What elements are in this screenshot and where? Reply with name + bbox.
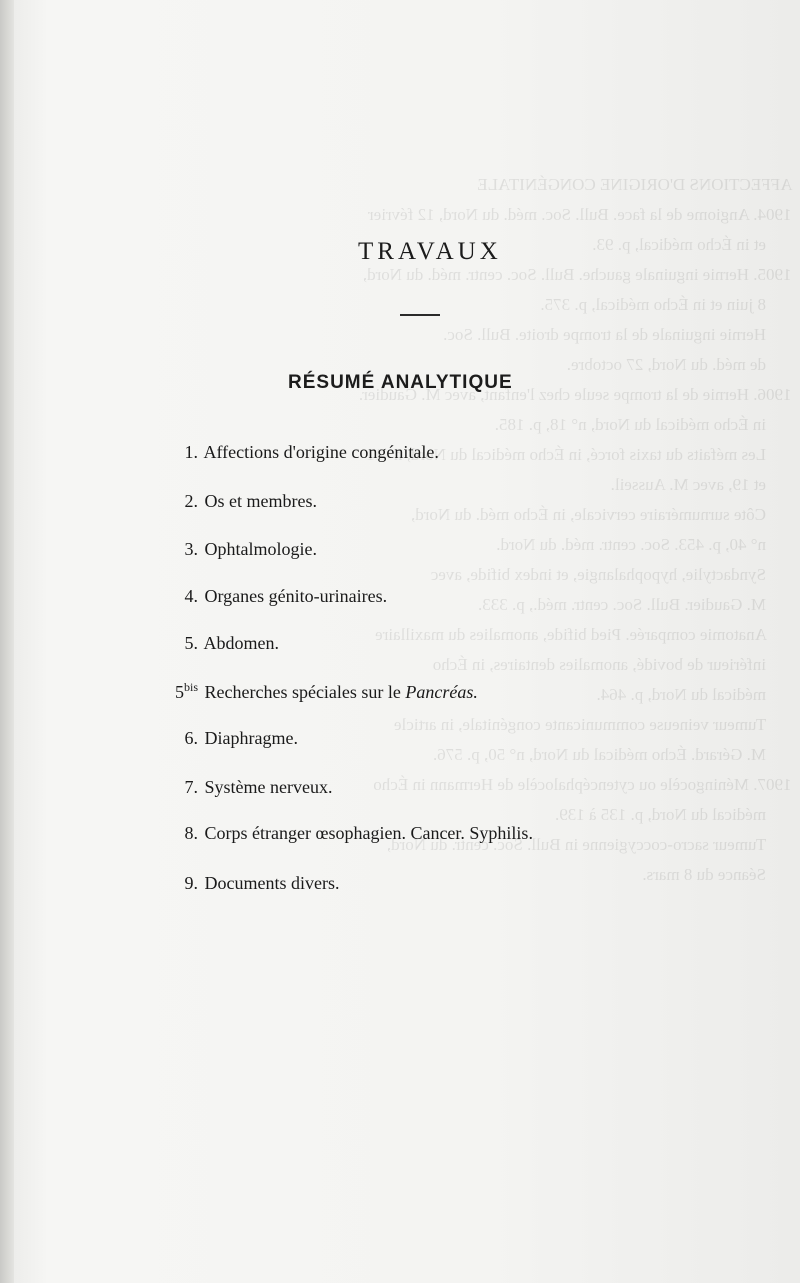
page-binding-edge (0, 0, 14, 1283)
toc-item-number: 2. (184, 491, 198, 511)
toc-item-text-emphasis: Pancréas. (405, 682, 478, 702)
toc-item (160, 633, 279, 654)
toc-item-text: Ophtalmologie. (204, 539, 317, 559)
toc-item (160, 442, 439, 463)
toc-item-number-base: 5 (174, 682, 184, 702)
toc-item (160, 586, 387, 607)
toc-item-number: 3. (184, 539, 198, 559)
toc-item (160, 777, 332, 798)
toc-item (160, 491, 317, 512)
page-title: TRAVAUX (358, 238, 502, 265)
toc-item-number-sup: bis (183, 680, 198, 694)
toc-item-text: Système nerveux. (204, 777, 333, 797)
toc-item-text: Documents divers. (204, 873, 340, 893)
toc-item-text: Os et membres. (204, 491, 317, 511)
toc-item (160, 680, 478, 703)
toc-item (160, 539, 317, 560)
toc-item (160, 728, 298, 749)
toc-item-text: Affections d'origine congénitale. (203, 442, 439, 462)
toc-item-number: 7. (184, 777, 198, 797)
toc-item-number: 5. (184, 633, 198, 653)
toc-item (160, 823, 533, 844)
toc-item-number: 6. (184, 728, 198, 748)
show-through-background: AFFECTIONS D'ORIGINE CONGÉNITALE 1904. Angiome de la face. Bull. Soc. méd. du Nord, 12 février et in Écho médical, p. 93. 1905. Hernie inguinale gauche. Bull. Soc. centr. méd. du Nord, 8 juin et in Écho médical, p. 375. Hernie inguinale de la trompe droite. Bull. Soc. de méd. du Nord, 27 octobre. 1906. Hernie de la trompe seule chez l'enfant, avec M. Gaudier. in Écho médical du Nord, n° 18, p. 185. Les méfaits du taxis forcé, in Écho médical du Nord, n° 11 et 19, avec M. Ausseil. Côte surnuméraire cervicale, in Écho méd. du Nord, n° 40, p. 453. Soc. centr. méd. du Nord. Syndactylie, hypophalangie, et index bifide, avec M. Gaudier. Bull. Soc. centr. méd., p. 333. Anatomie comparée. Pied bifide, anomalies du maxillaire inférieur de bovidé, anomalies dentaires, in Écho médical du Nord, p. 464. Tumeur veineuse communicante congénitale, in article M. Gérard. Écho médical du Nord, n° 50, p. 576. 1907. Méningocèle ou cytencéphalocèle de Hermann in Écho médical du Nord, p. 135 à 139. Tumeur sacro-coccygienne in Bull. Soc. centr. du Nord, Séance du 8 mars. (358, 175, 793, 884)
toc-item-number: 1. (184, 442, 198, 462)
toc-item-number: 8. (184, 823, 198, 843)
toc-item-number (160, 680, 198, 703)
toc-item-text: Corps étranger œsophagien. Cancer. Syphilis. (204, 823, 533, 843)
toc-item-text: Diaphragme. (204, 728, 298, 748)
toc-item-number: 9. (184, 873, 198, 893)
toc-item-text-main: Recherches spéciales sur le (204, 682, 401, 702)
toc-item-number: 4. (184, 586, 198, 606)
toc-item (160, 873, 339, 894)
title-rule (400, 314, 440, 316)
section-subtitle: RÉSUMÉ ANALYTIQUE (288, 372, 513, 393)
toc-item-text: Organes génito-urinaires. (204, 586, 388, 606)
toc-item-text (205, 682, 478, 702)
toc-item-text: Abdomen. (203, 633, 280, 653)
